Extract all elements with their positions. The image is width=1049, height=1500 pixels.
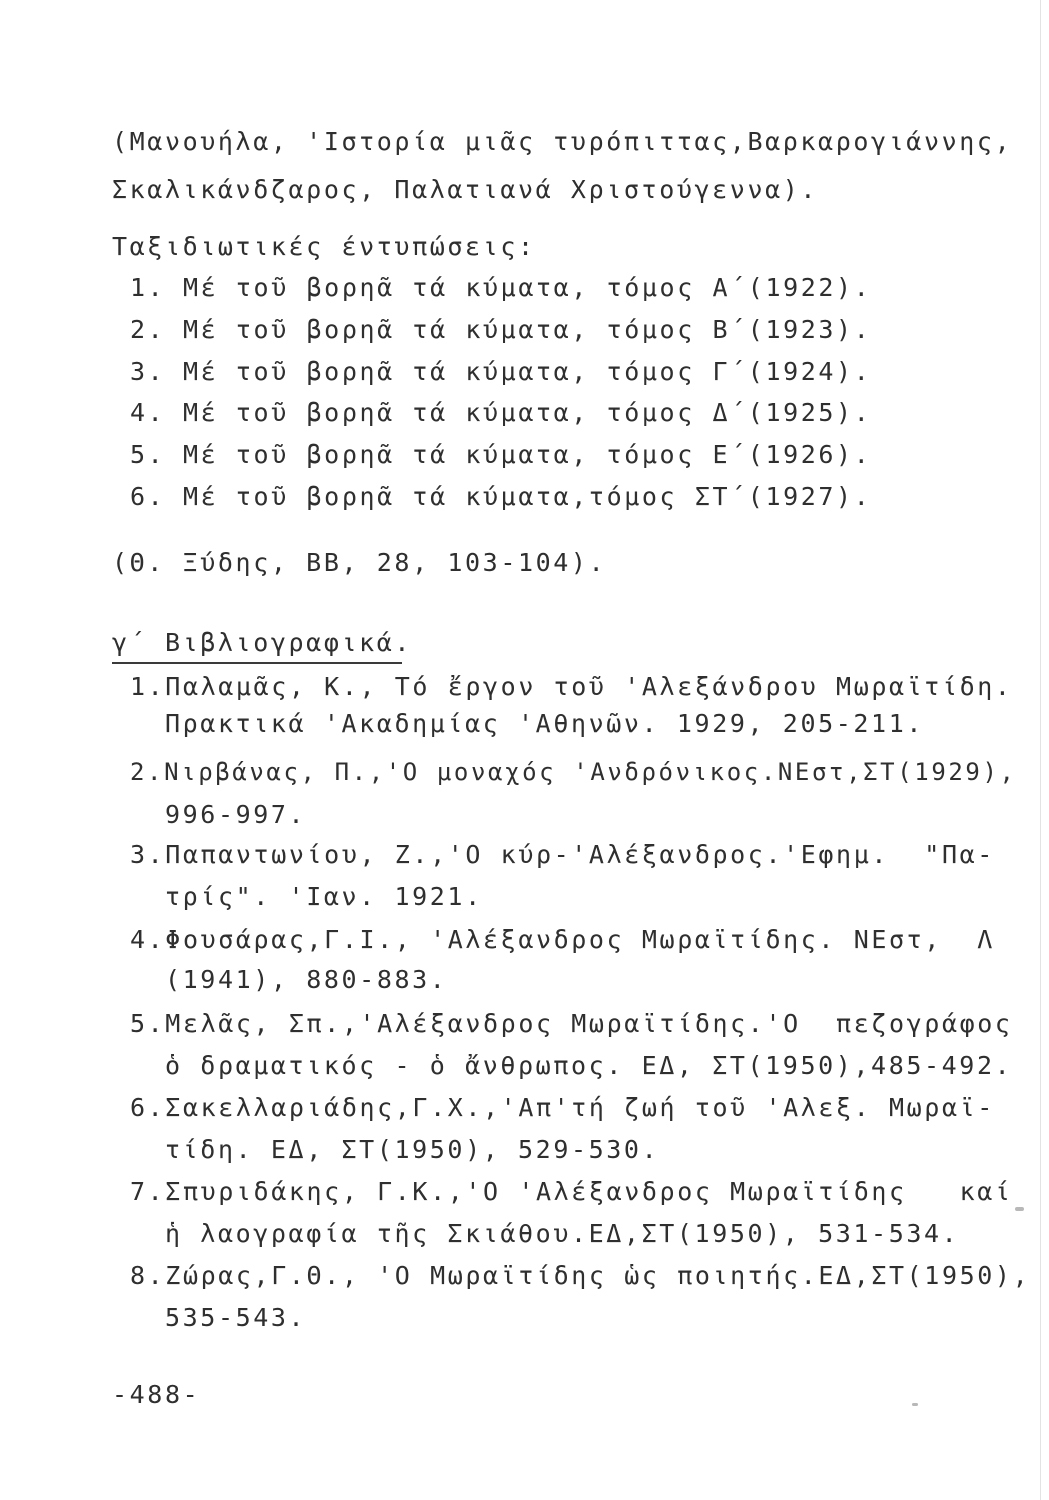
bibliography-entry-2: 2.Νιρβάνας, Π.,'Ο μοναχός 'Ανδρόνικος.ΝΕστ,ΣΤ(1929), <box>130 758 1017 786</box>
intro-line-1: (Μανουήλα, 'Ιστορία μιᾶς τυρόπιττας,Βαρκαρογιάννης, <box>112 127 1013 156</box>
bibliography-entry-4-cont: (1941), 880-883. <box>165 965 448 994</box>
travel-item: 1. Μέ τοῦ βορηᾶ τά κύματα, τόμος Α΄(1922). <box>130 273 872 302</box>
intro-line-2: Σκαλικάνδζαρος, Παλατιανά Χριστούγεννα). <box>112 175 819 204</box>
bibliography-entry-3-cont: τρίς". 'Ιαν. 1921. <box>165 882 483 911</box>
travel-item: 5. Μέ τοῦ βορηᾶ τά κύματα, τόμος Ε΄(1926). <box>130 440 872 469</box>
bibliography-entry-8-cont: 535-543. <box>165 1303 307 1332</box>
travel-item: 3. Μέ τοῦ βορηᾶ τά κύματα, τόμος Γ΄(1924). <box>130 357 872 386</box>
travel-source: (Θ. Ξύδης, ΒΒ, 28, 103-104). <box>112 548 607 577</box>
bibliography-entry-4: 4.Φουσάρας,Γ.Ι., 'Αλέξανδρος Μωραϊτίδης. ΝΕστ, Λ <box>130 925 995 954</box>
bibliography-entry-7-cont: ἡ λαογραφία τῆς Σκιάθου.ΕΔ,ΣΤ(1950), 531-534. <box>165 1219 960 1248</box>
bibliography-entry-7: 7.Σπυριδάκης, Γ.Κ.,'Ο 'Αλέξανδρος Μωραϊτίδης καί <box>130 1177 1013 1206</box>
travel-item: 2. Μέ τοῦ βορηᾶ τά κύματα, τόμος Β΄(1923). <box>130 315 872 344</box>
travel-heading: Ταξιδιωτικές έντυπώσεις: <box>112 232 536 261</box>
page-edge-line <box>1040 0 1041 1500</box>
bibliography-heading: γ΄ Βιβλιογραφικά. <box>112 628 413 657</box>
page-number: -488- <box>112 1380 201 1409</box>
travel-item: 4. Μέ τοῦ βορηᾶ τά κύματα, τόμος Δ΄(1925). <box>130 398 872 427</box>
bibliography-entry-8: 8.Ζώρας,Γ.Θ., 'Ο Μωραϊτίδης ὡς ποιητής.ΕΔ,ΣΤ(1950), <box>130 1261 1031 1290</box>
travel-item: 6. Μέ τοῦ βορηᾶ τά κύματα,τόμος ΣΤ΄(1927). <box>130 482 872 511</box>
bibliography-entry-3: 3.Παπαντωνίου, Ζ.,'Ο κύρ-'Αλέξανδρος.'Εφημ. "Πα- <box>130 840 995 869</box>
bibliography-entry-6: 6.Σακελλαριάδης,Γ.Χ.,'Απ'τή ζωή τοῦ 'Αλεξ. Μωραϊ- <box>130 1093 995 1122</box>
bibliography-entry-6-cont: τίδη. ΕΔ, ΣΤ(1950), 529-530. <box>165 1135 660 1164</box>
bibliography-entry-5: 5.Μελᾶς, Σπ.,'Αλέξανδρος Μωραϊτίδης.'Ο πεζογράφος <box>130 1009 1013 1038</box>
bibliography-entry-1-cont: Πρακτικά 'Ακαδημίας 'Αθηνῶν. 1929, 205-211. <box>165 709 925 738</box>
bibliography-entry-5-cont: ὁ δραματικός - ὁ ἄνθρωπος. ΕΔ, ΣΤ(1950),485-492. <box>165 1051 1013 1080</box>
scan-smudge <box>1015 1207 1024 1211</box>
bibliography-entry-2-cont: 996-997. <box>165 800 307 829</box>
heading-underline <box>112 662 402 664</box>
scan-smudge <box>912 1403 918 1406</box>
bibliography-entry-1: 1.Παλαμᾶς, Κ., Τό ἔργον τοῦ 'Αλεξάνδρου Μωραϊτίδη. <box>130 672 1013 701</box>
